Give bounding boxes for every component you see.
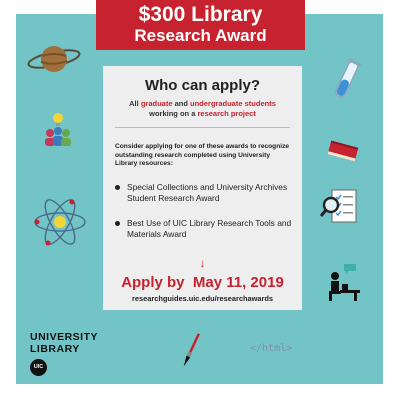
- lightbulb-people-icon: [44, 112, 72, 150]
- html-closing-tag: </html>: [250, 343, 293, 354]
- deadline-date: May 11, 2019: [192, 274, 284, 291]
- paintbrush-icon: [180, 330, 202, 370]
- awards-url[interactable]: researchguides.uic.edu/researchawards: [132, 294, 273, 303]
- bullet-dot: [115, 185, 120, 190]
- title-banner: [96, 0, 305, 50]
- info-card: [103, 66, 302, 310]
- arrow-down-icon: ↓: [199, 256, 206, 270]
- bullet-dot: [115, 221, 120, 226]
- apply-deadline: [103, 274, 302, 291]
- eligibility-undergraduate: undergraduate students: [190, 99, 276, 108]
- card-heading: Who can apply?: [144, 77, 260, 94]
- logo-line-1: UNIVERSITY: [30, 331, 99, 343]
- eligibility-all: All: [129, 99, 141, 108]
- eligibility-text: [111, 99, 294, 119]
- book-icon: [326, 138, 360, 164]
- award-item: [115, 182, 296, 206]
- magnifier-checklist-icon: [320, 188, 360, 230]
- banner-amount: $300 Library: [138, 3, 263, 26]
- uic-badge: UIC: [30, 359, 47, 376]
- banner-award: Research Award: [134, 26, 267, 45]
- award-item: [115, 218, 296, 242]
- test-tube-icon: [330, 58, 362, 104]
- eligibility-research-project: research project: [197, 109, 256, 118]
- person-at-desk-icon: [324, 262, 364, 302]
- university-library-logo: [30, 331, 99, 370]
- logo-line-2: LIBRARY: [30, 343, 80, 355]
- award-intro: Consider applying for one of these awards to recognize outstanding research completed using University Library resources:: [115, 143, 290, 167]
- award-name: Special Collections and University Archives Student Research Award: [127, 182, 288, 203]
- eligibility-graduate: graduate: [140, 99, 173, 108]
- apply-label: Apply by: [121, 274, 185, 291]
- card-divider: [115, 127, 290, 128]
- award-name: Best Use of UIC Library Research Tools and Materials Award: [127, 218, 292, 239]
- eligibility-working: working on a: [149, 109, 198, 118]
- atom-icon: [32, 192, 88, 252]
- eligibility-and: and: [172, 99, 191, 108]
- planet-icon: [26, 40, 82, 78]
